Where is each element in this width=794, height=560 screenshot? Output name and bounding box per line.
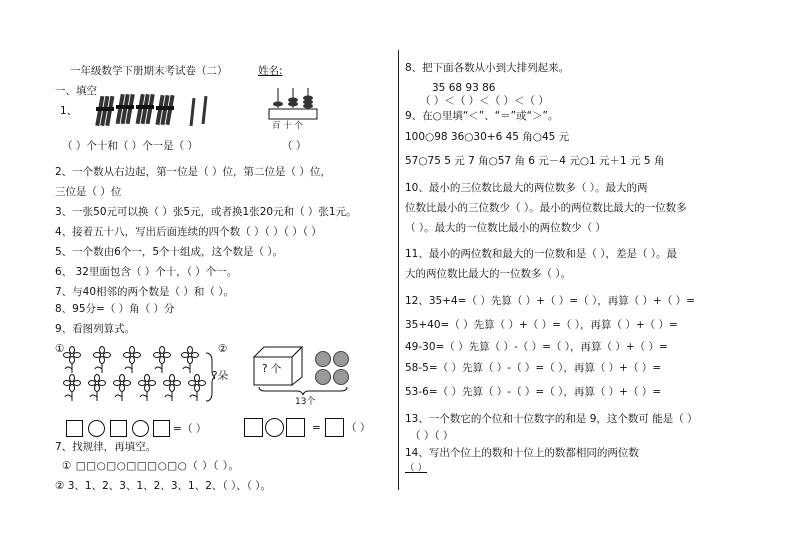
abacus-place-labels: 百 十 个 — [272, 121, 303, 131]
question-14: 14、写出个位上的数和十位上的数都相同的两位数 — [405, 447, 639, 459]
question-8-sort: 8、把下面各数从小到大排列起来。 — [405, 62, 570, 74]
single-stick-2 — [202, 96, 208, 124]
flowers-question: ?朵 — [212, 370, 229, 382]
question-11-line1: 11、最小的两位数和最大的一位数和是（ ），差是（ ）。最 — [405, 248, 678, 260]
question-14-answer-line[interactable]: （ ） — [405, 463, 428, 474]
bundle-4 — [155, 95, 174, 125]
total-label: 13个 — [295, 397, 316, 407]
bead — [273, 102, 283, 107]
answer-box[interactable] — [153, 420, 170, 437]
question-10-line1: 10、最小的三位数比最大的两位数多（ ）。最大的两 — [405, 182, 648, 194]
question-2-line1: 2、一个数从右边起，第一位是（ ）位，第二位是（ ）位， — [55, 166, 331, 178]
bead — [303, 104, 313, 109]
picture-1-mark: ① — [55, 343, 65, 355]
question-10-line3: （ ）。最大的一位数比最小的两位数少（ ） — [405, 222, 606, 234]
compare-row-1: 100○98 36○30+6 45 角○45 元 — [405, 131, 570, 143]
question-13-line2: （ ）（ ） — [410, 430, 454, 442]
answer-box[interactable] — [66, 420, 83, 437]
question-3: 3、一张50元可以换（ ）张5元，或者换1张20元和（ ）张1元。 — [55, 206, 357, 218]
flowers-illustration — [62, 345, 212, 405]
answer-box[interactable] — [286, 418, 305, 437]
answer-box[interactable] — [325, 418, 344, 437]
bundle-3 — [136, 94, 155, 124]
operator-circle[interactable] — [132, 420, 149, 437]
exam-title: 一年级数学下册期末考试卷（二） — [70, 65, 228, 77]
sort-numbers: 35 68 93 86 — [432, 82, 496, 94]
question-7: 7、与40相邻的两个数是（ ）和（ ）。 — [55, 286, 234, 298]
question-2-line2: 三位是（ ）位 — [55, 186, 122, 198]
question-12-row-2: 35+40=（ ）先算（ ）+（ ）=（ ），再算（ ）+（ ）= — [405, 319, 678, 331]
q1-blanks: （ ）个十和（ ）个一是（ ） — [62, 140, 199, 152]
pattern-2: ② 3、1、2、3、1、2、3、1、2、（ ）、（ ）。 — [55, 480, 272, 492]
balls-illustration — [314, 350, 350, 386]
single-stick-1 — [190, 98, 196, 126]
pattern-1: ① □□○□○□□□○□○（ ）（ ）。 — [62, 460, 240, 472]
sort-order-blanks: （ ）＜（ ）＜（ ）＜（ ） — [420, 95, 549, 107]
question-4: 4、接着五十八，写出后面连续的四个数（ ）（ ）（ ）（ ） — [55, 226, 322, 238]
stick-bundles-illustration — [95, 90, 215, 132]
box-label: ? 个 — [262, 363, 282, 375]
question-6: 6、 32里面包含（ ）个十，（ ）个一。 — [55, 266, 238, 278]
question-5: 5、一个数由6个一，5个十组成，这个数是（ ）。 — [55, 246, 284, 258]
equals-sign: = — [312, 422, 321, 434]
answer-box[interactable] — [110, 420, 127, 437]
bundle-2 — [116, 94, 135, 124]
compare-row-2: 57○75 5 元 7 角○57 角 6 元－4 元○1 元＋1 元 5 角 — [405, 155, 665, 167]
question-11-line2: 大的两位数比最大的一位数多（ ）。 — [405, 268, 572, 280]
operator-circle[interactable] — [265, 418, 284, 437]
bundle-1 — [95, 96, 114, 126]
unit-paren: （ ） — [182, 423, 207, 435]
bead — [288, 102, 298, 107]
equals-sign: = — [173, 423, 182, 435]
column-divider — [398, 50, 399, 490]
question-8: 8、95分=（ ）角（ ）分 — [55, 303, 175, 315]
question-7-pattern: 7、找规律，再填空。 — [55, 441, 157, 453]
section-fill-blank: 一、填空 — [55, 85, 97, 97]
q1-number: 1、 — [60, 105, 78, 117]
operator-circle[interactable] — [88, 420, 105, 437]
question-9-compare: 9、在○里填“＜”、“＝”或“＞”。 — [405, 110, 559, 122]
question-12-row-4: 58-5=（ ）先算（ ）-（ ）=（ ），再算（ ）+（ ）= — [405, 362, 662, 374]
question-13-line1: 13、一个数它的个位和十位数字的和是 9，这个数可 能是（ ） — [405, 413, 698, 425]
question-9: 9、看图列算式。 — [55, 323, 136, 335]
question-12-row-3: 49-30=（ ）先算（ ）-（ ）=（ ），再算（ ）+（ ）= — [405, 341, 668, 353]
name-label: 姓名: — [258, 65, 283, 77]
picture-2-mark: ② — [218, 343, 228, 355]
question-10-line2: 位数比最小的三位数少（ ）。最小的两位数比最大的一位数多 — [405, 202, 687, 214]
question-12-row-5: 53-6=（ ）先算（ ）-（ ）=（ ），再算（ ）+（ ）= — [405, 386, 662, 398]
answer-box[interactable] — [244, 418, 263, 437]
total-brace — [258, 386, 350, 396]
q1-abacus-blank: （ ） — [282, 140, 307, 152]
abacus-illustration — [268, 86, 318, 120]
unit-paren: （ ） — [346, 422, 371, 434]
question-12-row-1: 12、35+4=（ ）先算（ ）+（ ）=（ ），再算（ ）+（ ）= — [405, 295, 695, 307]
